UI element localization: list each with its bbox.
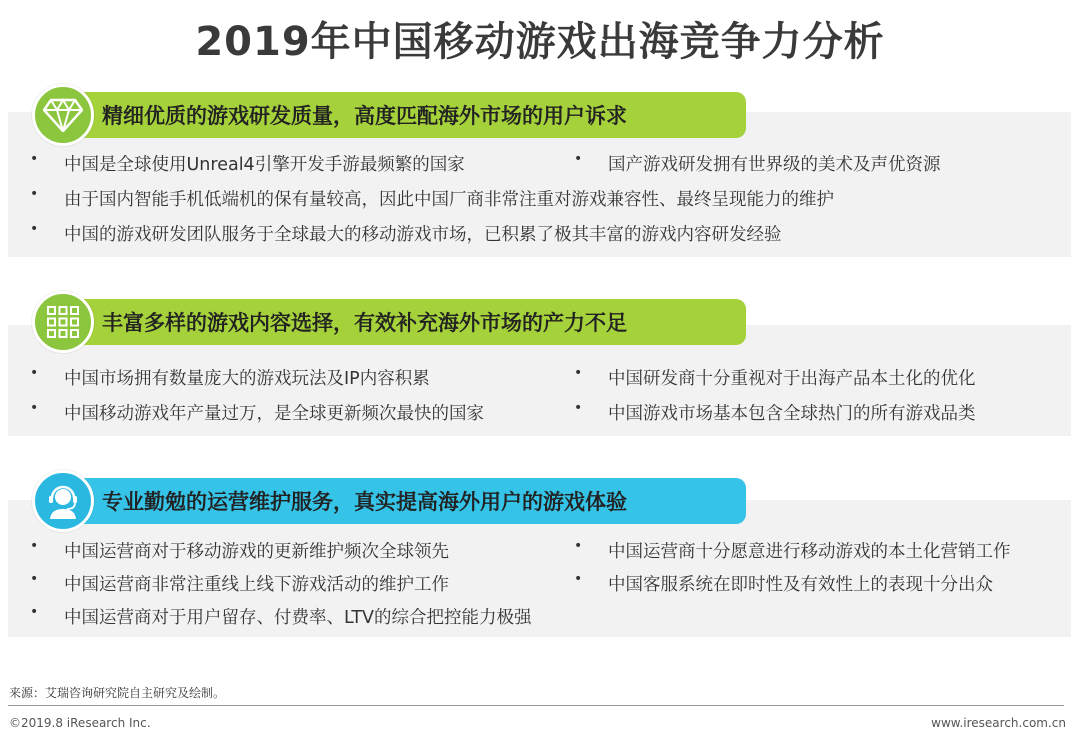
list-item: • 中国运营商对于移动游戏的更新维护频次全球领先 xyxy=(30,538,449,562)
list-item: • 中国是全球使用Unreal4引擎开发手游最频繁的国家 xyxy=(30,151,465,175)
list-item: • 中国运营商对于用户留存、付费率、LTV的综合把控能力极强 xyxy=(30,604,532,628)
list-item: • 中国客服系统在即时性及有效性上的表现十分出众 xyxy=(574,571,993,595)
list-item: • 中国市场拥有数量庞大的游戏玩法及IP内容积累 xyxy=(30,365,430,389)
source-note: 来源：艾瑞咨询研究院自主研究及绘制。 xyxy=(9,686,226,700)
website-link[interactable]: www.iresearch.com.cn xyxy=(931,716,1066,730)
list-item: • 中国运营商非常注重线上线下游戏活动的维护工作 xyxy=(30,571,449,595)
section-3-heading-text: 专业勤勉的运营维护服务，真实提高海外用户的游戏体验 xyxy=(102,490,627,514)
diamond-icon xyxy=(32,84,94,146)
section-1-heading-text: 精细优质的游戏研发质量，高度匹配海外市场的用户诉求 xyxy=(102,104,627,128)
grid-icon xyxy=(32,291,94,353)
headset-agent-icon xyxy=(32,470,94,532)
list-item: • 中国的游戏研发团队服务于全球最大的移动游戏市场，已积累了极其丰富的游戏内容研发经验 xyxy=(30,221,782,245)
list-item: • 中国移动游戏年产量过万，是全球更新频次最快的国家 xyxy=(30,400,484,424)
section-1-heading xyxy=(56,92,746,138)
list-item: • 中国研发商十分重视对于出海产品本土化的优化 xyxy=(574,365,976,389)
list-item: • 由于国内智能手机低端机的保有量较高，因此中国厂商非常注重对游戏兼容性、最终呈现能力的维护 xyxy=(30,186,834,210)
copyright: ©2019.8 iResearch Inc. xyxy=(9,716,151,730)
footer-divider xyxy=(8,705,1064,706)
list-item: • 中国游戏市场基本包含全球热门的所有游戏品类 xyxy=(574,400,976,424)
section-2-heading-text: 丰富多样的游戏内容选择，有效补充海外市场的产力不足 xyxy=(102,311,627,335)
list-item: • 国产游戏研发拥有世界级的美术及声优资源 xyxy=(574,151,941,175)
list-item: • 中国运营商十分愿意进行移动游戏的本土化营销工作 xyxy=(574,538,1011,562)
page-title: 2019年中国移动游戏出海竞争力分析 xyxy=(195,19,885,65)
section-2-heading xyxy=(56,299,746,345)
section-3-heading xyxy=(56,478,746,524)
